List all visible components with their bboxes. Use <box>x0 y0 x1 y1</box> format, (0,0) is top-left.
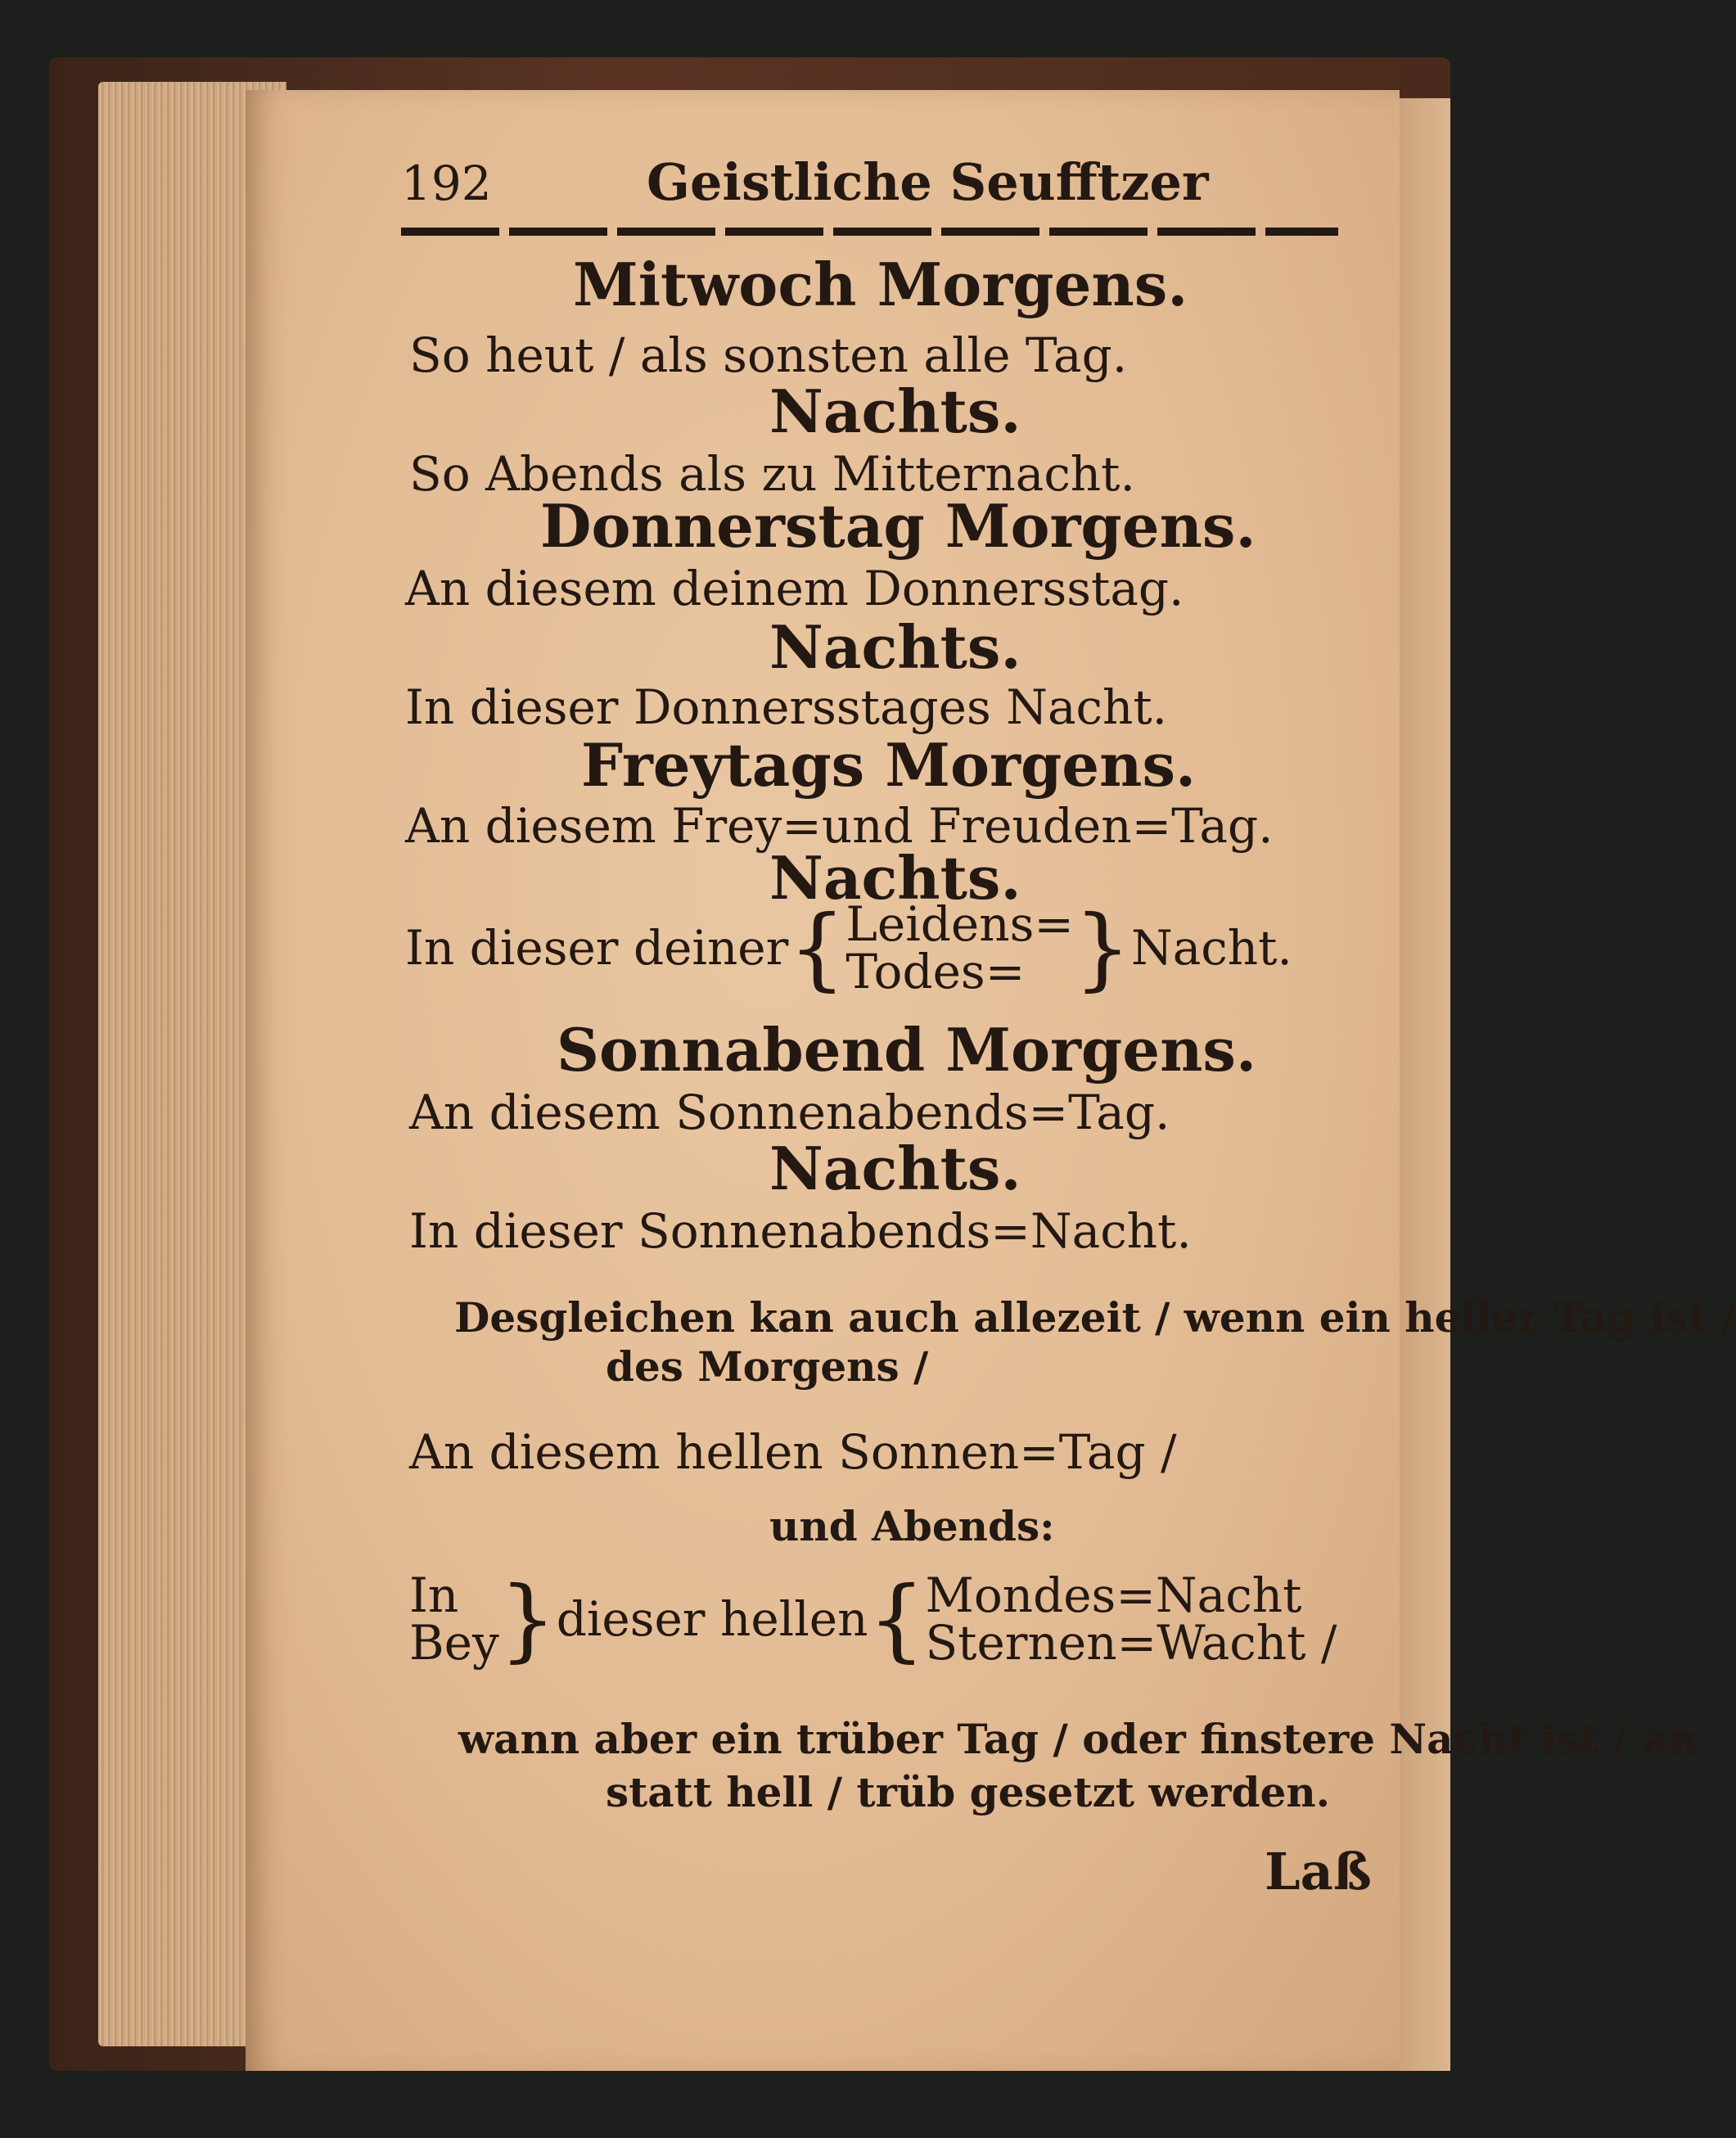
note-line: Desgleichen kan auch allezeit / wenn ein heller Tag ist / <box>454 1293 1736 1342</box>
alternative: Mondes=Nacht <box>925 1567 1302 1623</box>
alternative: Leidens= <box>845 896 1074 952</box>
heading-wednesday-morning: Mitwoch Morgens. <box>573 250 1188 319</box>
text-line: In dieser Sonnenabends=Nacht. <box>409 1203 1192 1259</box>
alternative: Sternen=Wacht / <box>925 1615 1337 1671</box>
text-line: So Abends als zu Mitternacht. <box>409 446 1135 502</box>
heading-thursday-morning: Donnerstag Morgens. <box>540 491 1256 561</box>
heading-night: Nachts. <box>769 1134 1021 1203</box>
facing-page-edge <box>1391 98 1450 2071</box>
text-line-alternatives <box>405 895 1292 1000</box>
heading-night: Nachts. <box>769 612 1021 682</box>
text-line-alternatives <box>409 1567 1337 1671</box>
page-number: 192 <box>401 156 492 211</box>
header-rule <box>401 228 1338 236</box>
note-line: und Abends: <box>769 1502 1055 1550</box>
note-line: statt hell / trüb gesetzt werden. <box>606 1768 1331 1816</box>
text-line: An diesem deinem Donnersstag. <box>405 561 1184 616</box>
running-title: Geistliche Seufftzer <box>647 152 1209 212</box>
text-fragment: dieser hellen <box>556 1591 868 1647</box>
alternative: Bey <box>409 1615 499 1671</box>
heading-saturday-morning: Sonnabend Morgens. <box>557 1015 1257 1085</box>
alternative-stack <box>409 1567 499 1671</box>
text-line: An diesem Frey=und Freuden=Tag. <box>405 798 1274 854</box>
alternative-stack <box>845 896 1074 999</box>
text-fragment: In dieser deiner <box>405 920 789 976</box>
brace-glyph: { <box>868 1567 926 1671</box>
heading-night: Nachts. <box>769 843 1021 913</box>
brace-glyph: } <box>498 1567 557 1671</box>
text-line: So heut / als sonsten alle Tag. <box>409 327 1128 383</box>
alternative: Todes= <box>845 944 1026 999</box>
text-line: An diesem Sonnenabends=Tag. <box>409 1085 1170 1140</box>
note-line: wann aber ein trüber Tag / oder finstere Nacht ist / an <box>458 1715 1698 1763</box>
brace-glyph: { <box>788 895 846 1000</box>
text-line: In dieser Donnersstages Nacht. <box>405 679 1168 735</box>
page-header <box>401 147 1342 221</box>
text-fragment: Nacht. <box>1130 920 1292 976</box>
heading-night: Nachts. <box>769 377 1021 446</box>
text-line: An diesem hellen Sonnen=Tag / <box>409 1424 1177 1480</box>
catchword: Laß <box>1265 1842 1372 1901</box>
note-line: des Morgens / <box>606 1342 929 1391</box>
heading-friday-morning: Freytags Morgens. <box>581 730 1197 800</box>
alternative-stack <box>925 1567 1337 1671</box>
alternative: In <box>409 1567 459 1623</box>
brace-glyph: } <box>1073 895 1131 1000</box>
